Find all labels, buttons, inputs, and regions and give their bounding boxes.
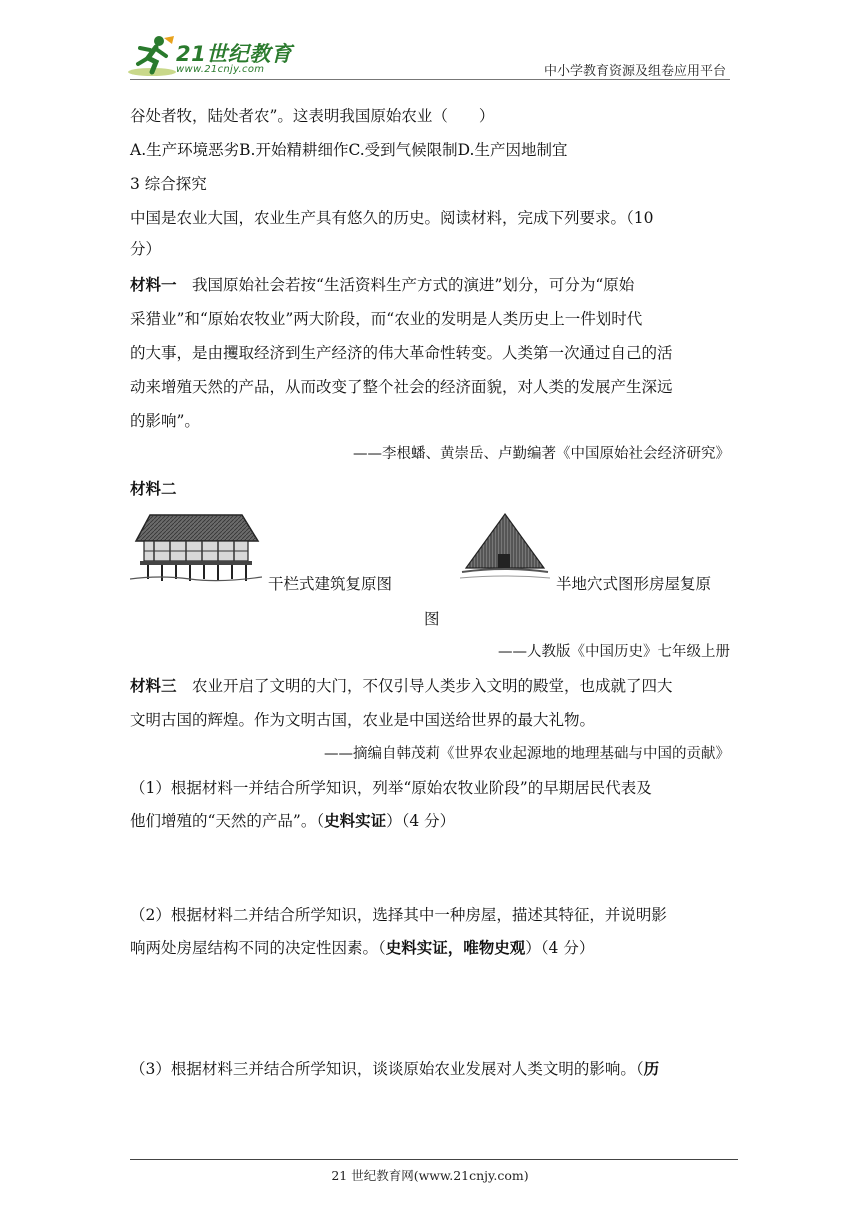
material1-line: 的影响”。 [130,412,200,430]
intro-line: 分） [130,240,162,258]
answer-options: A.生产环境恶劣B.开始精耕细作C.受到气候限制D.生产因地制宜 [130,141,568,159]
header-divider [130,79,730,80]
question1-line: 他们增殖的“天然的产品”。（史料实证）（4 分） [130,812,456,830]
competency-tag: 史料实证，唯物史观 [385,939,526,957]
material3-label: 材料三 [130,677,177,695]
material1-line: 材料一 我国原始社会若按“生活资料生产方式的演进”划分，可分为“原始 [130,276,635,294]
material3-source: ——摘编自韩茂莉《世界农业起源地的地理基础与中国的贡献》 [324,746,730,762]
material3-line: 材料三 农业开启了文明的大门，不仅引导人类步入文明的殿堂，也成就了四大 [130,677,673,695]
material1-source: ——李根蟠、黄崇岳、卢勤编著《中国原始社会经济研究》 [353,446,730,462]
material1-label: 材料一 [130,276,177,294]
question1-line: （1）根据材料一并结合所学知识，列举“原始农牧业阶段”的早期居民代表及 [130,779,652,797]
question3-line: （3）根据材料三并结合所学知识，谈谈原始农业发展对人类文明的影响。（历 [130,1060,660,1078]
pit-house-caption: 半地穴式图形房屋复原 [556,575,712,593]
question2-line: （2）根据材料二并结合所学知识，选择其中一种房屋，描述其特征，并说明影 [130,906,667,924]
intro-line: 中国是农业大国，农业生产具有悠久的历史。阅读材料，完成下列要求。（10 [130,209,654,227]
competency-tag: 史料实证 [324,812,387,830]
pit-house-illustration [460,510,550,586]
question-text-line: 谷处者牧，陆处者农”。这表明我国原始农业（ ） [130,107,495,125]
material1-line: 动来增殖天然的产品，从而改变了整个社会的经济面貌，对人类的发展产生深远 [130,378,673,396]
stilt-house-illustration [130,507,262,585]
runner-logo-icon [126,34,178,80]
logo-title: 21世纪教育 [176,42,293,66]
stilt-house-caption: 干栏式建筑复原图 [268,575,393,593]
header-platform-text: 中小学教育资源及组卷应用平台 [543,64,726,79]
footer-divider [130,1159,738,1160]
footer-text: 21 世纪教育网(www.21cnjy.com) [331,1168,529,1183]
question2-line: 响两处房屋结构不同的决定性因素。（史料实证，唯物史观）（4 分） [130,939,595,957]
material2-source: ——人教版《中国历史》七年级上册 [498,644,730,660]
logo-url: www.21cnjy.com [176,64,265,75]
material1-line: 采猎业”和“原始农牧业”两大阶段，而“农业的发明是人类历史上一件划时代 [130,310,643,328]
material3-line: 文明古国的辉煌。作为文明古国，农业是中国送给世界的最大礼物。 [130,711,596,729]
pit-house-caption-tail: 图 [424,610,440,628]
section-heading: 3 综合探究 [130,175,207,193]
material2-label: 材料二 [130,480,177,498]
material1-line: 的大事，是由攫取经济到生产经济的伟大革命性转变。人类第一次通过自己的活 [130,344,673,362]
